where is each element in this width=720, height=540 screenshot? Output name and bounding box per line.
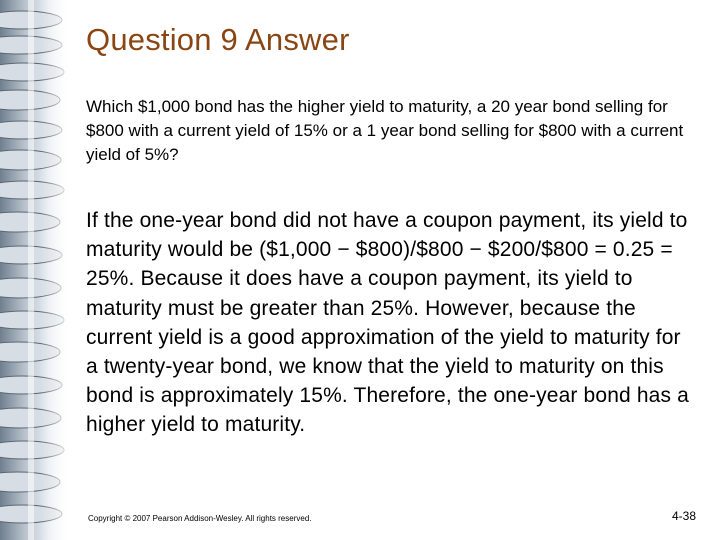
question-text: Which $1,000 bond has the higher yield to maturity, a 20 year bond selling for $800 with a current yield of 15% or a 1 year bond selling for $800 with a current yield of 5%?: [86, 97, 684, 164]
page-number: 4-38: [671, 509, 696, 523]
slide-title: Question 9 Answer: [86, 22, 350, 57]
coin-stack-image: [0, 0, 70, 540]
copyright-notice: Copyright © 2007 Pearson Addison-Wesley. All rights reserved.: [88, 514, 312, 523]
answer-text: If the one-year bond did not have a coupon payment, its yield to maturity would be ($1,000 − $800)/$800 − $200/$800 = 0.25 = 25%. Because it does have a coupon payment, its yield to maturity must be greater than 25%. However, because the current yield is a good approximation of the yield to maturity for a twenty-year bond, we know that the yield to maturity on this bond is approximately 15%. Therefore, the one-year bond has a higher yield to maturity.: [86, 209, 689, 437]
